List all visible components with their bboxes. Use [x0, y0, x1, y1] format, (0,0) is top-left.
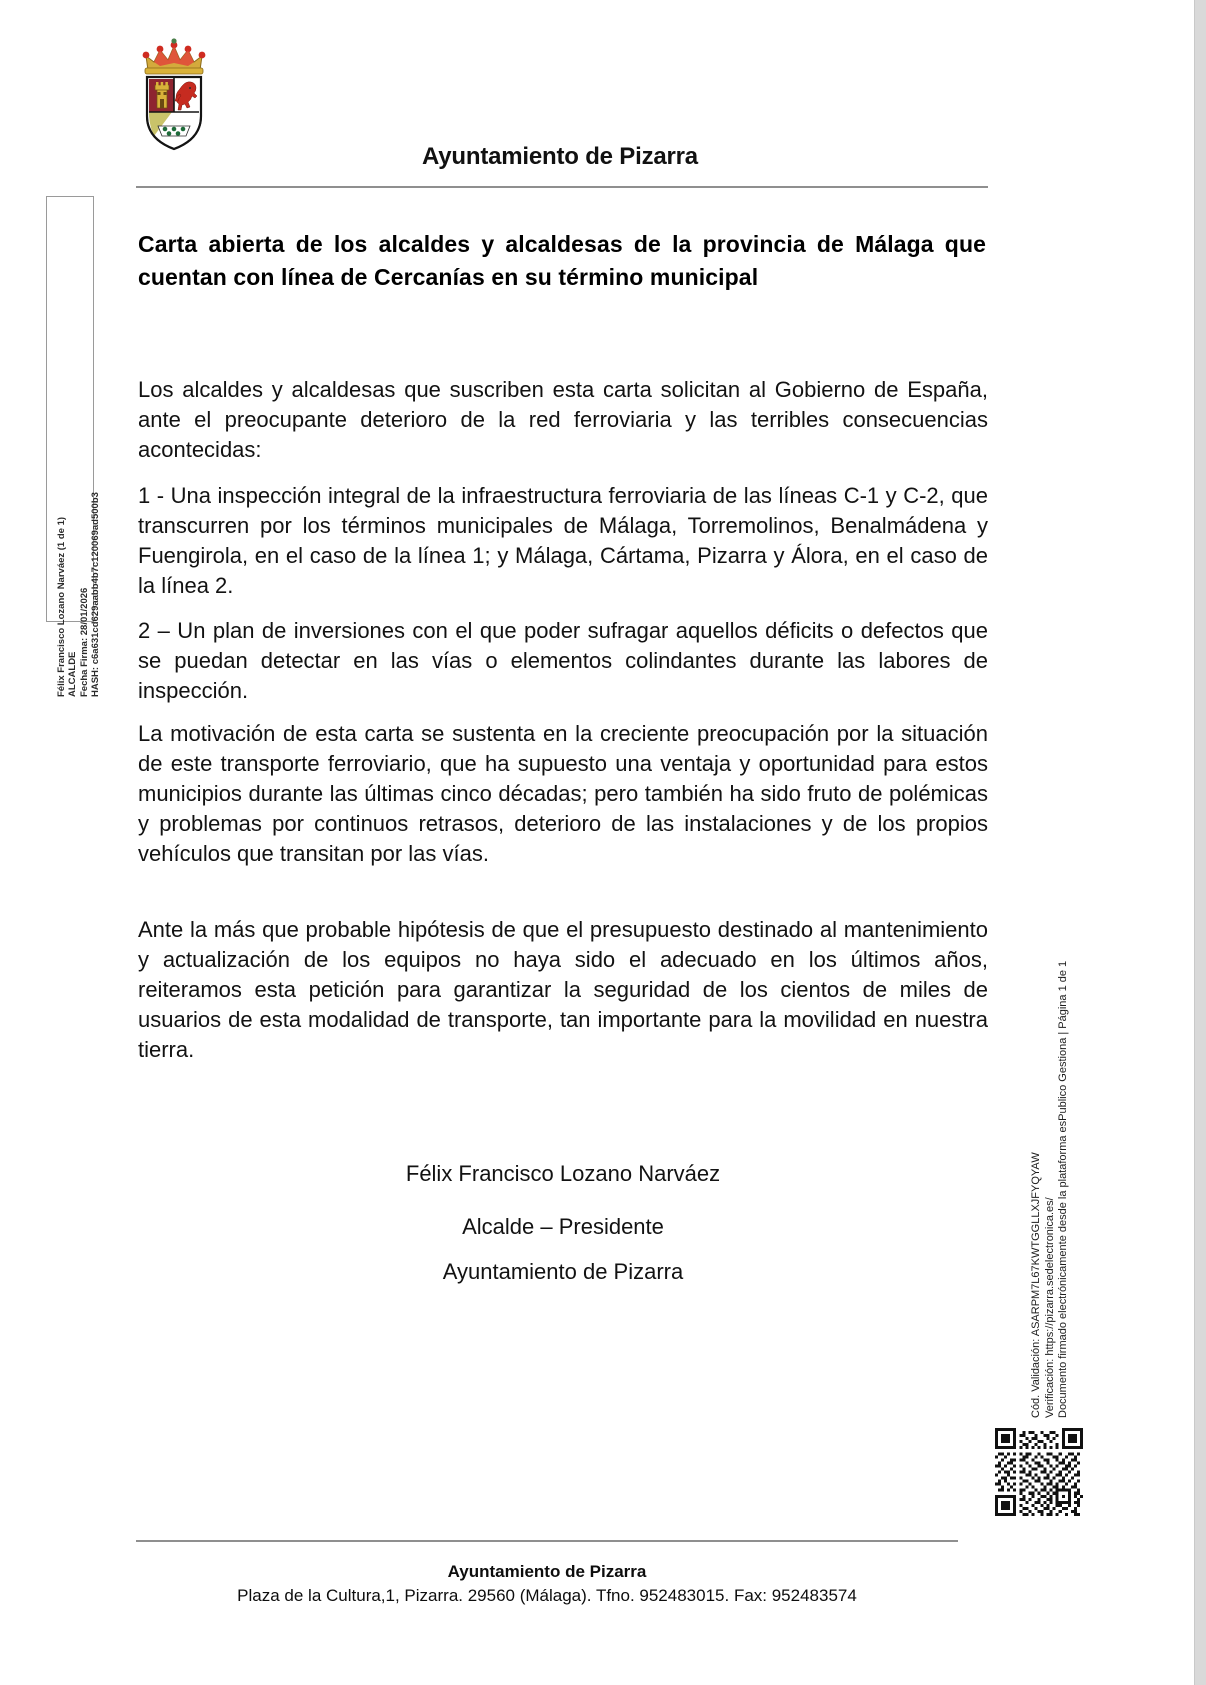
- signature-role: Alcalde – Presidente: [462, 1214, 664, 1239]
- validation-url-line: Verificación: https://pizarra.sedelectronica.es/: [1043, 1197, 1056, 1418]
- footer-divider: [136, 1540, 958, 1542]
- left-stamp-line-date: Fecha Firma: 28/01/2026: [78, 587, 90, 697]
- left-stamp-line-role: ALCALDE: [67, 651, 79, 697]
- validation-code-line: Cód. Validación: ASARPM7L67KWTGGLLXJFYQYAW: [1030, 1152, 1042, 1418]
- document-title: Carta abierta de los alcaldes y alcaldesas de la provincia de Málaga que cuentan con línea de Cercanías en su término municipal: [138, 231, 986, 290]
- qr-code-verification: [995, 1428, 1083, 1516]
- page-right-gutter: [1194, 0, 1206, 1685]
- left-stamp-text: [56, 267, 102, 697]
- footer-entity-name: Ayuntamiento de Pizarra: [447, 1562, 647, 1581]
- coat-of-arms-icon: [138, 36, 210, 154]
- paragraph-motivation: La motivación de esta carta se sustenta en la creciente preocupación por la situación de este transporte ferroviario, que ha supuesto una ventaja y oportunidad para estos municipios durante las últimas cinco décadas; pero también ha sido fruto de polémicas y problemas por continuos retrasos, deterioro de las instalaciones y de los propios vehículos que transitan por las vías.: [138, 721, 988, 866]
- left-signature-stamp: [46, 196, 102, 697]
- validation-platform-line: Documento firmado electrónicamente desde la plataforma esPublico Gestiona | Página 1 de 1: [1057, 960, 1069, 1418]
- left-signature-stamp-inner: [47, 197, 102, 697]
- signature-entity: Ayuntamiento de Pizarra: [442, 1259, 684, 1284]
- header-title: Ayuntamiento de Pizarra: [422, 143, 698, 170]
- header-divider: [136, 186, 988, 188]
- left-stamp-line-signer: Félix Francisco Lozano Narváez (1 de 1): [56, 516, 67, 697]
- left-stamp-line-hash: HASH: c6a631cd629aabb4b7c120069ad500b3: [90, 492, 102, 697]
- right-validation-text: [1030, 918, 1071, 1418]
- signature-name: Félix Francisco Lozano Narváez: [405, 1161, 721, 1186]
- footer-address: Plaza de la Cultura,1, Pizarra. 29560 (Málaga). Tfno. 952483015. Fax: 952483574: [237, 1586, 857, 1605]
- paragraph-request-1: 1 - Una inspección integral de la infraestructura ferroviaria de las líneas C-1 y C-2, que transcurren por los términos municipales de Málaga, Torremolinos, Benalmádena y Fuengirola, en el caso de la línea 1; y Málaga, Cártama, Pizarra y Álora, en el caso de la línea 2.: [138, 483, 988, 598]
- paragraph-request-2: 2 – Un plan de inversiones con el que poder sufragar aquellos déficits o defectos que se puedan detectar en las vías o elementos colindantes durante las labores de inspección.: [138, 618, 988, 703]
- paragraph-closing: Ante la más que probable hipótesis de que el presupuesto destinado al mantenimiento y actualización de los equipos no haya sido el adecuado en los últimos años, reiteramos esta petición para garantizar la seguridad de los cientos de miles de usuarios de esta modalidad de transporte, tan importante para la movilidad en nuestra tierra.: [138, 917, 988, 1062]
- paragraph-intro: Los alcaldes y alcaldesas que suscriben esta carta solicitan al Gobierno de España, ante el preocupante deterioro de la red ferroviaria y las terribles consecuencias acontecidas:: [138, 377, 988, 462]
